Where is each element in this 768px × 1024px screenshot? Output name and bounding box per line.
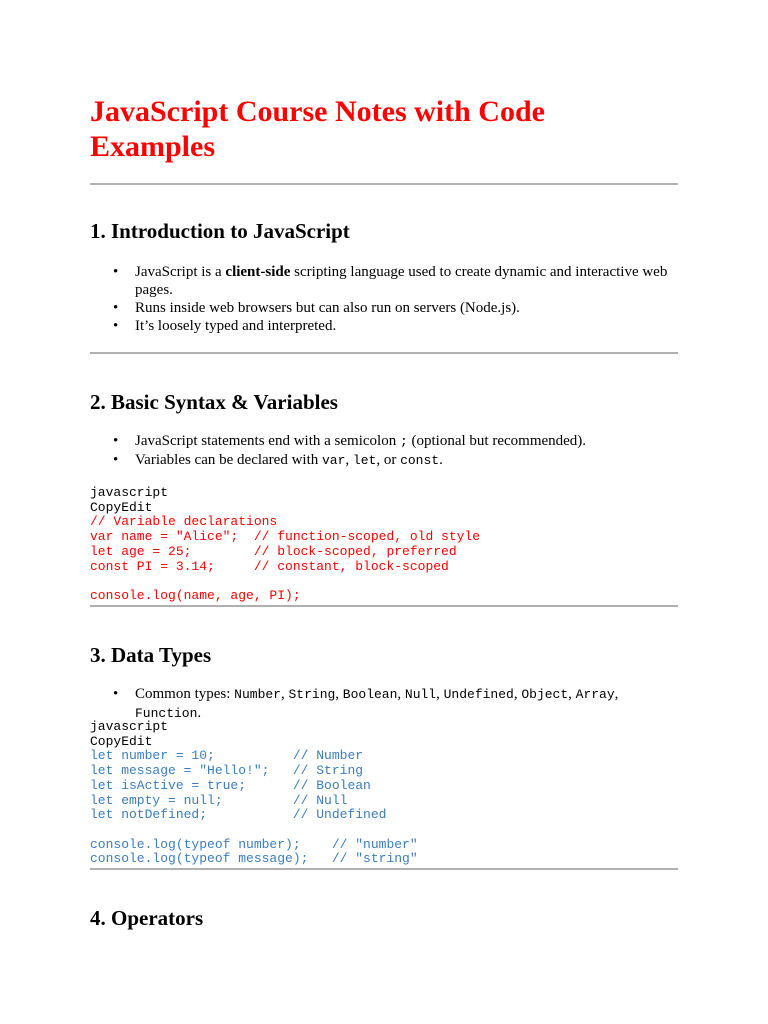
code-line: console.log(typeof number); // "number" [90, 836, 418, 852]
separator: , [397, 686, 405, 702]
separator: , [280, 686, 289, 702]
inline-code: Number [234, 687, 281, 702]
separator: , [335, 686, 343, 702]
inline-code: Array [575, 687, 615, 702]
code-line: console.log(typeof message); // "string" [90, 851, 418, 867]
code-line: // Variable declarations [90, 514, 278, 530]
list-item [90, 451, 678, 470]
bullet-text: scripting language used to create dynamic and interactive web pages. [135, 264, 668, 298]
inline-code: Object [521, 687, 569, 702]
code-line: let number = 10; // Number [90, 748, 364, 764]
separator: , [568, 686, 576, 702]
list-item: • Runs inside web browsers but can also run on servers (Node.js). [90, 299, 678, 317]
copy-edit-label: CopyEdit [90, 733, 153, 749]
code-line: let isActive = true; // Boolean [90, 777, 371, 793]
bullet-text: JavaScript statements end with a semicolon [135, 433, 400, 449]
horizontal-rule [90, 605, 678, 607]
bullet-text: . [197, 705, 202, 721]
bullet-text: (optional but recommended). [407, 433, 587, 449]
code-line: var name = "Alice"; // function-scoped, old style [90, 529, 481, 545]
bullet-text: Common types: [135, 686, 235, 702]
code-line: let empty = null; // Null [90, 792, 348, 808]
horizontal-rule [90, 352, 678, 354]
list-item: • It’s loosely typed and interpreted. [90, 317, 678, 335]
code-line: let notDefined; // Undefined [90, 807, 387, 823]
bullet-text: Variables can be declared with [135, 452, 322, 468]
section-heading-introduction: 1. Introduction to JavaScript [90, 219, 350, 243]
code-line: let message = "Hello!"; // String [90, 763, 364, 779]
code-line: console.log(name, age, PI); [90, 587, 301, 603]
bullet-text: , or [376, 452, 401, 468]
separator: , [614, 686, 619, 702]
inline-code: let [352, 453, 377, 468]
code-line: let age = 25; // block-scoped, preferred [90, 543, 457, 559]
copy-edit-label: CopyEdit [90, 499, 153, 515]
code-line: const PI = 3.14; // constant, block-scoped [90, 558, 449, 574]
inline-code: ; [399, 434, 408, 449]
inline-code: Function [135, 706, 198, 721]
code-language-label: javascript [90, 719, 169, 734]
code-block-variables [90, 486, 480, 604]
inline-code: Boolean [342, 687, 398, 702]
bullet-text: . [439, 452, 443, 468]
document-title: JavaScript Course Notes with Code Examples [90, 95, 545, 163]
bullet-text: JavaScript is a [135, 264, 226, 280]
inline-code: Null [404, 687, 437, 702]
code-language-label: javascript [90, 485, 169, 500]
bold-term: client-side [225, 264, 291, 280]
horizontal-rule [90, 868, 678, 870]
code-block-data-types [90, 720, 418, 867]
separator: , [513, 686, 522, 702]
inline-code: Undefined [443, 687, 514, 702]
inline-code: const [400, 453, 440, 468]
bullet-list-data-types [90, 685, 678, 723]
bullet-list-introduction [90, 263, 678, 335]
section-heading-data-types: 3. Data Types [90, 643, 212, 667]
horizontal-rule [90, 183, 678, 185]
list-item [90, 263, 678, 299]
separator: , [436, 686, 444, 702]
section-heading-syntax: 2. Basic Syntax & Variables [90, 390, 338, 414]
inline-code: var [322, 453, 346, 468]
bullet-list-syntax [90, 432, 678, 470]
section-heading-operators: 4. Operators [90, 906, 204, 930]
bullet-text: , [345, 452, 353, 468]
inline-code: String [288, 687, 336, 702]
list-item [90, 685, 678, 723]
list-item [90, 432, 678, 451]
